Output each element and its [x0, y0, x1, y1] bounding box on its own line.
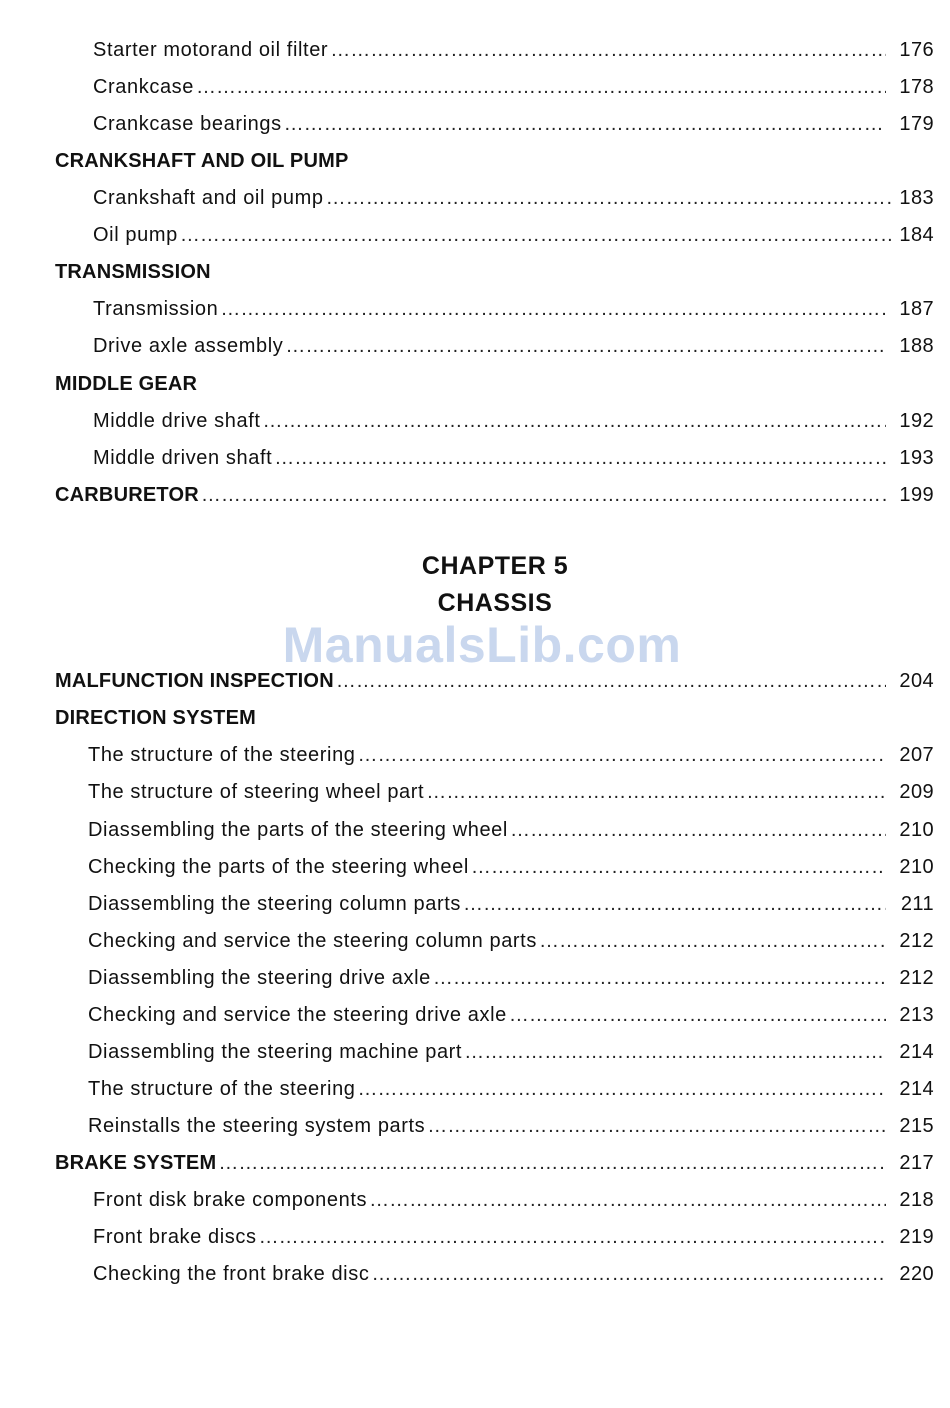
- dot-leader: [369, 1185, 886, 1215]
- entry-page: 217: [899, 1152, 934, 1174]
- section-heading-middle-gear: MIDDLE GEAR: [55, 373, 198, 395]
- dot-leader: [427, 1111, 886, 1141]
- entry-page: 184: [899, 224, 934, 246]
- toc-entry[interactable]: [93, 35, 934, 65]
- entry-title: Starter motorand oil filter: [93, 39, 329, 61]
- toc-entry[interactable]: [88, 1000, 934, 1030]
- entry-title: Drive axle assembly: [93, 335, 284, 357]
- entry-page: 179: [899, 113, 934, 135]
- entry-title: Middle drive shaft: [93, 410, 261, 432]
- dot-leader: [220, 294, 886, 324]
- toc-entry-brake-system[interactable]: [55, 1148, 934, 1178]
- watermark-logo: ManualsLib.com: [282, 617, 682, 673]
- entry-title: The structure of steering wheel part: [88, 781, 425, 803]
- toc-entry[interactable]: [93, 220, 934, 250]
- toc-entry[interactable]: [93, 1185, 934, 1215]
- entry-page: 188: [899, 335, 934, 357]
- dot-leader: [263, 406, 886, 436]
- dot-leader: [426, 777, 886, 807]
- toc-entry[interactable]: [88, 1111, 934, 1141]
- entry-page: 176: [899, 39, 934, 61]
- entry-page: 207: [899, 744, 934, 766]
- entry-page: 214: [899, 1078, 934, 1100]
- toc-entry[interactable]: [88, 1037, 934, 1067]
- dot-leader: [196, 72, 886, 102]
- dot-leader: [274, 443, 886, 473]
- toc-entry[interactable]: [88, 740, 934, 770]
- dot-leader: [259, 1222, 886, 1252]
- entry-title: Diassembling the parts of the steering wheel: [88, 819, 508, 841]
- dot-leader: [180, 220, 894, 250]
- toc-entry[interactable]: [93, 406, 934, 436]
- entry-page: 220: [899, 1263, 934, 1285]
- entry-page: 193: [899, 447, 934, 469]
- toc-entry[interactable]: [88, 777, 934, 807]
- toc-entry[interactable]: [93, 109, 934, 139]
- dot-leader: [433, 963, 886, 993]
- toc-entry[interactable]: [88, 852, 934, 882]
- dot-leader: [463, 889, 886, 919]
- dot-leader: [510, 815, 886, 845]
- dot-leader: [285, 331, 886, 361]
- toc-entry[interactable]: [88, 963, 934, 993]
- entry-page: 212: [899, 930, 934, 952]
- dot-leader: [326, 183, 894, 213]
- entry-title: BRAKE SYSTEM: [55, 1152, 217, 1174]
- toc-entry[interactable]: [93, 183, 934, 213]
- entry-title: Diassembling the steering column parts: [88, 893, 461, 915]
- entry-title: MALFUNCTION INSPECTION: [55, 670, 334, 692]
- entry-page: 192: [899, 410, 934, 432]
- dot-leader: [464, 1037, 886, 1067]
- entry-title: Crankcase bearings: [93, 113, 282, 135]
- entry-page: 204: [899, 670, 934, 692]
- entry-title: Crankshaft and oil pump: [93, 187, 324, 209]
- toc-entry[interactable]: [88, 926, 934, 956]
- entry-title: Front brake discs: [93, 1226, 257, 1248]
- entry-page: 187: [899, 298, 934, 320]
- entry-title: Diassembling the steering machine part: [88, 1041, 463, 1063]
- entry-page: 211: [900, 893, 934, 915]
- dot-leader: [336, 666, 886, 696]
- entry-title: Oil pump: [93, 224, 178, 246]
- dot-leader: [471, 852, 886, 882]
- entry-title: Checking and service the steering column parts: [88, 930, 537, 952]
- toc-entry[interactable]: [93, 294, 934, 324]
- entry-page: 212: [899, 967, 934, 989]
- entry-title: Checking the parts of the steering wheel: [88, 856, 469, 878]
- entry-title: CARBURETOR: [55, 484, 199, 506]
- dot-leader: [358, 1074, 886, 1104]
- dot-leader: [284, 109, 886, 139]
- chapter-name: CHASSIS: [437, 589, 553, 617]
- entry-title: Crankcase: [93, 76, 194, 98]
- entry-title: The structure of the steering: [88, 744, 356, 766]
- entry-title: Diassembling the steering drive axle: [88, 967, 431, 989]
- entry-page: 178: [899, 76, 934, 98]
- entry-page: 183: [899, 187, 934, 209]
- entry-title: The structure of the steering: [88, 1078, 356, 1100]
- entry-page: 213: [899, 1004, 934, 1026]
- dot-leader: [371, 1259, 886, 1289]
- toc-entry[interactable]: [93, 331, 934, 361]
- dot-leader: [539, 926, 886, 956]
- toc-entry-carburetor[interactable]: [55, 480, 934, 510]
- section-heading-transmission: TRANSMISSION: [55, 261, 211, 283]
- toc-entry-malfunction[interactable]: [55, 666, 934, 696]
- toc-entry[interactable]: [93, 1222, 934, 1252]
- entry-title: Checking the front brake disc: [93, 1263, 370, 1285]
- section-heading-crankshaft: CRANKSHAFT AND OIL PUMP: [55, 150, 349, 172]
- dot-leader: [330, 35, 886, 65]
- entry-page: 210: [899, 856, 934, 878]
- entry-page: 199: [899, 484, 934, 506]
- toc-entry[interactable]: [88, 1074, 934, 1104]
- entry-title: Middle driven shaft: [93, 447, 273, 469]
- entry-page: 209: [899, 781, 934, 803]
- toc-entry[interactable]: [93, 443, 934, 473]
- dot-leader: [218, 1148, 886, 1178]
- toc-entry[interactable]: [93, 72, 934, 102]
- dot-leader: [509, 1000, 886, 1030]
- entry-page: 210: [899, 819, 934, 841]
- dot-leader: [201, 480, 886, 510]
- toc-entry[interactable]: [88, 889, 934, 919]
- entry-title: Front disk brake components: [93, 1189, 368, 1211]
- entry-title: Transmission: [93, 298, 219, 320]
- section-heading-direction: DIRECTION SYSTEM: [55, 707, 256, 729]
- entry-page: 219: [899, 1226, 934, 1248]
- entry-page: 218: [899, 1189, 934, 1211]
- toc-entry[interactable]: [93, 1259, 934, 1289]
- entry-title: Reinstalls the steering system parts: [88, 1115, 426, 1137]
- chapter-number: CHAPTER 5: [421, 552, 569, 580]
- entry-page: 214: [899, 1041, 934, 1063]
- dot-leader: [358, 740, 886, 770]
- entry-page: 215: [899, 1115, 934, 1137]
- entry-title: Checking and service the steering drive axle: [88, 1004, 507, 1026]
- toc-entry[interactable]: [88, 815, 934, 845]
